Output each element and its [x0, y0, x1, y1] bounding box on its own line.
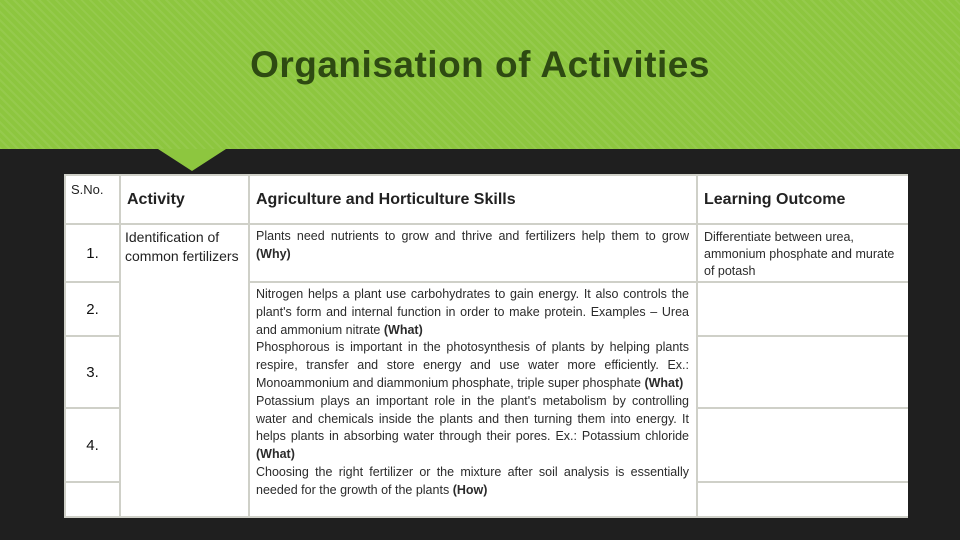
outcome-cell-empty [698, 409, 908, 481]
skill-tag: (How) [452, 482, 488, 497]
serial-number: 2. [66, 283, 119, 335]
skill-tag: (Why) [256, 246, 291, 261]
header-sno: S.No. [66, 176, 119, 223]
outcome-cell: Differentiate between urea, ammonium phosphate and murate of potash [698, 225, 908, 281]
skill-cell [250, 225, 696, 281]
skill-tag: (What) [644, 375, 684, 390]
skill-paragraph [256, 339, 689, 392]
skill-paragraph [256, 464, 689, 500]
skill-text: Potassium plays an important role in the plant's metabolism by controlling water and chemicals inside the plants and then turning them into energy. It helps plants in absorbing water through their pores. Ex.: Potassium chloride [256, 393, 689, 444]
skill-cell [250, 283, 696, 516]
header-skills: Agriculture and Horticulture Skills [250, 176, 696, 223]
activities-table [64, 174, 910, 518]
skill-tag: (What) [383, 322, 423, 337]
table-row [66, 225, 908, 281]
serial-number-empty [66, 483, 119, 516]
skill-paragraph [256, 286, 689, 339]
skill-text: Plants need nutrients to grow and thrive and fertilizers help them to grow [256, 229, 689, 243]
outcome-cell-empty [698, 283, 908, 335]
table-header-row [66, 176, 908, 223]
slide-title: Organisation of Activities [250, 44, 710, 85]
activity-cell: Identification of common fertilizers [121, 225, 248, 516]
outcome-cell-empty [698, 337, 908, 407]
skill-tag: (What) [256, 447, 295, 462]
header-outcome: Learning Outcome [698, 176, 908, 223]
skill-text: Phosphorous is important in the photosynthesis of plants by helping plants respire, transfer and store energy and use water more efficiently. Ex.: Monoammonium and diammonium phosphate, triple super phosphate [256, 340, 689, 390]
header-activity: Activity [121, 176, 248, 223]
skill-text: Choosing the right fertilizer or the mixture after soil analysis is essentially needed for the growth of the plants [256, 464, 689, 497]
skill-paragraph [256, 393, 689, 464]
skill-text: Nitrogen helps a plant use carbohydrates to gain energy. It also controls the plant's form and internal function in order to make protein. Examples – Urea and ammonium nitrate [256, 287, 689, 337]
outcome-cell-empty [698, 483, 908, 516]
serial-number: 1. [66, 225, 119, 281]
header-pointer [158, 149, 226, 171]
serial-number: 4. [66, 409, 119, 481]
serial-number: 3. [66, 337, 119, 407]
